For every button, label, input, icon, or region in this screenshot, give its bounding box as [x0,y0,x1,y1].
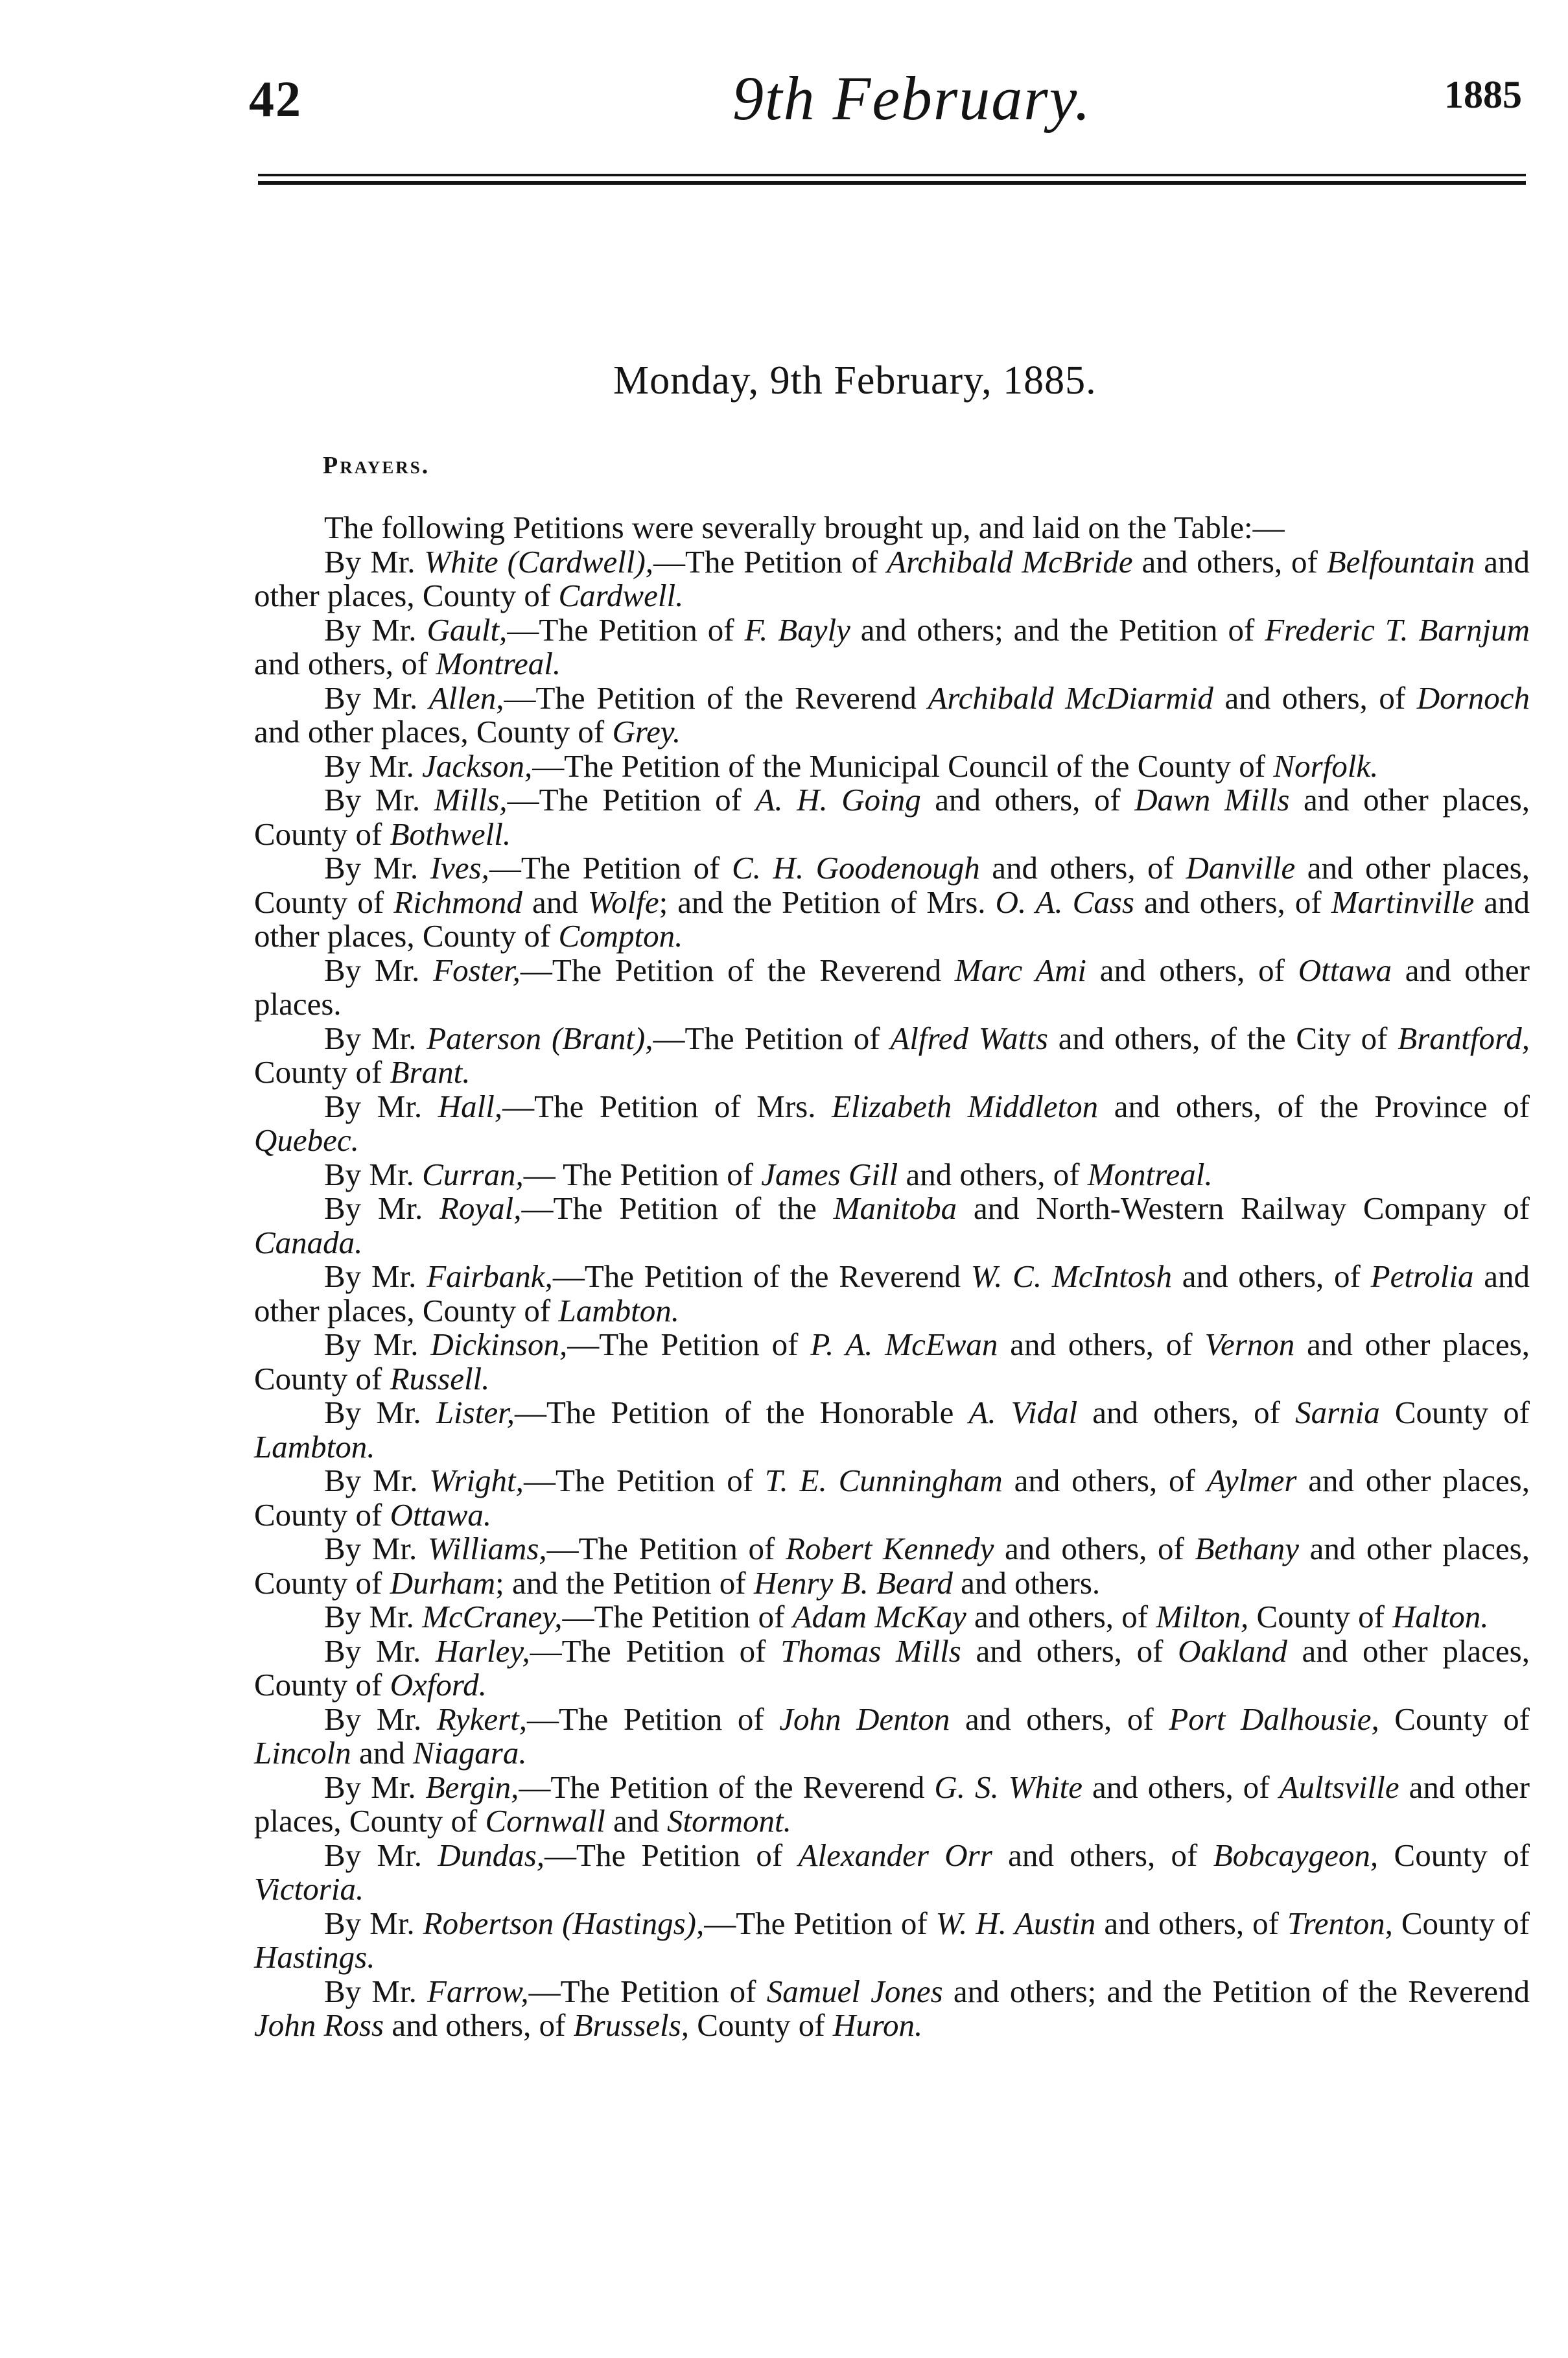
italic-name: Archibald McDiarmid [928,679,1213,716]
entry-text: —The Petition of the Reverend [504,679,928,716]
italic-name: Russell. [390,1360,490,1397]
entry-text: and North-Western Railway Company of [957,1190,1530,1226]
petition-entry [254,613,1530,681]
italic-name: Stormont. [666,1803,791,1839]
italic-name: Wolfe [587,884,659,920]
entry-text: —The Petition of [527,1701,780,1737]
italic-name: Cardwell. [558,578,684,613]
entry-text: and others, of [920,782,1135,818]
italic-name: Belfountain [1326,543,1475,580]
entry-text: County of [1378,1837,1530,1873]
entry-text: By Mr. [324,1020,427,1056]
italic-name: Sarnia [1295,1395,1380,1430]
italic-name: John Denton [779,1701,950,1737]
italic-name: Ives, [430,850,489,886]
italic-name: Brant. [390,1054,471,1090]
italic-name: Danville [1186,850,1296,886]
entry-text: and other places, County of [254,782,1530,852]
italic-name: Thomas Mills [780,1633,961,1669]
entry-text: and others, of [1171,1258,1371,1294]
italic-name: A. Vidal [968,1395,1078,1430]
italic-name: Richmond [393,884,522,920]
italic-name: Lincoln [254,1735,351,1771]
italic-name: Dawn Mills [1134,782,1290,818]
petition-entry [254,1158,1530,1192]
entry-text: and other places, County of [254,884,1530,954]
italic-name: Quebec. [254,1122,359,1158]
petition-entry [254,1907,1530,1975]
italic-name: C. H. Goodenough [731,850,980,886]
entry-text: and others, of the City of [1047,1020,1398,1056]
entry-text: and [522,884,588,920]
italic-name: Alexander Orr [798,1837,992,1873]
entry-text: and others, of [254,646,436,681]
italic-name: Brantford, [1398,1020,1530,1056]
entry-text: —The Petition of the Reverend [520,952,955,988]
entry-text: By Mr. [324,1395,436,1430]
entry-text: and others, of [1134,884,1331,920]
italic-name: Frederic T. Barnjum [1265,611,1530,648]
entry-text: County of [254,1054,390,1090]
italic-name: Lambton. [558,1292,679,1328]
entry-text: County of [1379,1701,1530,1737]
italic-name: John Ross [254,2007,384,2043]
italic-name: Oakland [1178,1633,1287,1669]
italic-name: Victoria. [254,1871,364,1907]
header-rule-thin [258,174,1526,176]
entry-text: and other places, County of [254,1326,1530,1397]
petition-entry [254,1464,1530,1532]
italic-name: Royal, [439,1190,522,1226]
entry-text: and others; and the Petition of [850,611,1265,648]
entry-text: County of [688,2007,833,2043]
entry-text: and other places, County of [254,714,613,749]
entry-text: —The Petition of [507,782,756,818]
entry-text: By Mr. [324,611,427,648]
entry-text: and other places, County of [254,850,1530,920]
entry-text: and others; and the Petition of the Reverend [942,1973,1530,2009]
entry-text: —The Petition of [530,1633,781,1669]
italic-name: Ottawa [1298,952,1392,988]
running-year: 1885 [1444,73,1522,116]
entry-text: ; and the Petition of Mrs. [659,884,996,920]
petition-entry [254,851,1530,954]
entry-text: and others, of [950,1701,1169,1737]
entry-text: and others, of [966,1599,1156,1634]
entry-text: By Mr. [324,1837,438,1873]
italic-name: Hastings. [254,1939,375,1975]
prayers-heading: Prayers. [323,452,430,479]
italic-name: W. C. McIntosh [970,1258,1172,1294]
italic-name: Mills, [434,782,508,818]
petition-entry [254,954,1530,1022]
italic-name: Dornoch [1416,679,1530,716]
italic-name: Halton. [1392,1599,1489,1634]
italic-name: P. A. McEwan [810,1326,998,1362]
petition-entry [254,1090,1530,1158]
entry-text: —The Petition of [507,611,745,648]
entry-text: By Mr. [324,952,434,988]
petition-entry [254,1703,1530,1771]
italic-name: Milton, [1156,1599,1249,1634]
italic-name: Aylmer [1206,1463,1297,1498]
entry-text: and others, of [1132,543,1327,580]
entry-text: — The Petition of [523,1156,762,1192]
entry-text: —The Petition of Mrs. [502,1088,832,1124]
entry-text: By Mr. [324,1531,428,1566]
entry-text: ; and the Petition of [495,1564,754,1601]
italic-name: Durham [390,1564,496,1601]
entry-text: By Mr. [324,679,429,716]
entry-text: By Mr. [324,850,430,886]
entry-text: By Mr. [324,782,434,818]
italic-name: Adam McKay [792,1599,966,1634]
entry-text: County of [1379,1395,1530,1430]
italic-name: Port Dalhousie, [1169,1701,1379,1737]
italic-name: Foster, [433,952,521,988]
entry-text: —The Petition of the [521,1190,834,1226]
italic-name: Norfolk. [1273,748,1379,784]
italic-name: Montreal. [436,646,561,681]
italic-name: Marc Ami [954,952,1087,988]
italic-name: Martinville [1331,884,1475,920]
entry-text: By Mr. [324,1258,427,1294]
entry-text: and others, of [1213,679,1417,716]
petition-entry [254,545,1530,613]
entry-text: —The Petition of [546,1531,786,1566]
entry-text: By Mr. [324,748,423,784]
entry-text: and others, of [1082,1769,1280,1805]
entry-text: and [605,1803,667,1839]
italic-name: Williams, [427,1531,547,1566]
italic-name: Harley, [436,1633,530,1669]
italic-name: Aultsville [1279,1769,1399,1805]
italic-name: Manitoba [833,1190,957,1226]
entry-text: By Mr. [324,1599,423,1634]
petition-entry [254,1328,1530,1396]
entry-text: and others, of [998,1326,1205,1362]
italic-name: Ottawa. [390,1496,492,1533]
entry-text: and other places, County of [254,1258,1530,1328]
entry-text: and others, of [898,1156,1088,1192]
entry-text: —The Petition of the Municipal Council of the County of [532,748,1274,784]
petition-entry [254,1532,1530,1600]
italic-name: Bobcaygeon, [1213,1837,1379,1873]
entry-text: County of [1392,1905,1530,1941]
italic-name: Bethany [1195,1531,1300,1566]
italic-name: Curran, [422,1156,524,1192]
entry-text: —The Petition of [562,1599,793,1634]
petition-entry [254,1600,1530,1634]
entry-text: —The Petition of [653,543,887,580]
italic-name: McCraney, [422,1599,563,1634]
entry-text: and others, of [979,850,1186,886]
entry-text: and other places, County of [254,1463,1530,1533]
petition-entry [254,681,1530,749]
italic-name: Montreal. [1087,1156,1213,1192]
italic-name: Lister, [436,1395,515,1430]
italic-name: Samuel Jones [766,1973,943,2009]
petition-entry [254,1975,1530,2043]
entry-text: and other places, County of [254,1769,1530,1839]
italic-name: W. H. Austin [935,1905,1096,1941]
italic-name: White (Cardwell), [424,543,654,580]
entry-text: and others, of [1002,1463,1207,1498]
entry-text: and others, of [384,2007,574,2043]
entry-text: —The Petition of [523,1463,765,1498]
sitting-date-heading: Monday, 9th February, 1885. [613,359,1097,403]
italic-name: A. H. Going [755,782,921,818]
italic-name: Bothwell. [390,816,511,852]
petition-entry [254,1839,1530,1907]
entry-text: and [351,1735,413,1771]
entry-text: and other places, County of [254,1531,1530,1601]
italic-name: Rykert, [436,1701,528,1737]
italic-name: Wright, [429,1463,524,1498]
petition-entry [254,1771,1530,1839]
petition-entry [254,1260,1530,1328]
petition-entry [254,1396,1530,1464]
entry-text: —The Petition of [528,1973,767,2009]
italic-name: Dickinson, [430,1326,568,1362]
header-rule-thick [258,181,1526,185]
italic-name: Niagara. [412,1735,527,1771]
italic-name: Archibald McBride [887,543,1133,580]
italic-name: Brussels, [573,2007,689,2043]
entry-text: and others, of the Province of [1098,1088,1530,1124]
entry-text: By Mr. [324,1905,423,1941]
italic-name: Paterson (Brant), [427,1020,653,1056]
petition-entry [254,1192,1530,1260]
entry-text: and other places, County of [254,543,1530,613]
running-title: 9th February. [732,64,1092,133]
entry-text: and others, of [994,1531,1195,1566]
italic-name: Robert Kennedy [785,1531,994,1566]
italic-name: Cornwall [485,1803,605,1839]
entry-text: By Mr. [324,1156,423,1192]
entry-text: By Mr. [324,1326,431,1362]
italic-name: Vernon [1204,1326,1295,1362]
entry-text: —The Petition of [489,850,732,886]
entry-text: By Mr. [324,1190,439,1226]
page-number: 42 [249,71,302,127]
italic-name: T. E. Cunningham [764,1463,1003,1498]
petitions-intro: The following Petitions were severally brought up, and laid on the Table:— [324,510,1285,545]
italic-name: Gault, [427,611,508,648]
italic-name: Oxford. [390,1667,487,1703]
italic-name: Hall, [438,1088,503,1124]
entry-text: —The Petition of [704,1905,936,1941]
entry-text: —The Petition of the Reverend [519,1769,935,1805]
petition-entry [254,783,1530,851]
entry-text: —The Petition of [544,1837,799,1873]
italic-name: Lambton. [254,1428,375,1465]
italic-name: Allen, [428,679,504,716]
italic-name: Robertson (Hastings), [423,1905,705,1941]
entry-text: and others, of [1077,1395,1296,1430]
entry-text: and other places, County of [254,1633,1530,1703]
entry-text: By Mr. [324,1701,437,1737]
italic-name: Dundas, [438,1837,545,1873]
petition-list [254,545,1530,2043]
entry-text: —The Petition of [653,1020,891,1056]
italic-name: Canada. [254,1224,363,1260]
entry-text: and other places. [254,952,1530,1022]
entry-text: and others, of [961,1633,1178,1669]
entry-text: and others, of [992,1837,1213,1873]
italic-name: Grey. [612,714,681,749]
italic-name: G. S. White [934,1769,1083,1805]
italic-name: Petrolia [1370,1258,1474,1294]
italic-name: O. A. Cass [995,884,1134,920]
italic-name: F. Bayly [744,611,850,648]
petition-entry [254,1634,1530,1703]
italic-name: Trenton, [1287,1905,1393,1941]
entry-text: County of [1248,1599,1393,1634]
entry-text: and others, of [1086,952,1298,988]
italic-name: Farrow, [427,1973,529,2009]
entry-text: By Mr. [324,543,425,580]
italic-name: Henry B. Beard [753,1564,953,1601]
entry-text: —The Petition of the Reverend [552,1258,971,1294]
entry-text: By Mr. [324,1088,438,1124]
italic-name: Elizabeth Middleton [832,1088,1099,1124]
entry-text: By Mr. [324,1463,430,1498]
petitions-body [254,511,1530,2043]
italic-name: Compton. [558,918,683,954]
italic-name: James Gill [761,1156,898,1192]
entry-text: —The Petition of [567,1326,811,1362]
italic-name: Bergin, [425,1769,519,1805]
italic-name: Fairbank, [427,1258,553,1294]
italic-name: Huron. [832,2007,923,2043]
petition-entry [254,1022,1530,1090]
entry-text: By Mr. [324,1769,426,1805]
entry-text: and others. [952,1564,1101,1601]
entry-text: and others, of [1095,1905,1287,1941]
italic-name: Alfred Watts [890,1020,1048,1056]
petition-entry [254,749,1530,784]
entry-text: By Mr. [324,1973,428,2009]
entry-text: By Mr. [324,1633,436,1669]
italic-name: Jackson, [422,748,533,784]
entry-text: —The Petition of the Honorable [514,1395,969,1430]
